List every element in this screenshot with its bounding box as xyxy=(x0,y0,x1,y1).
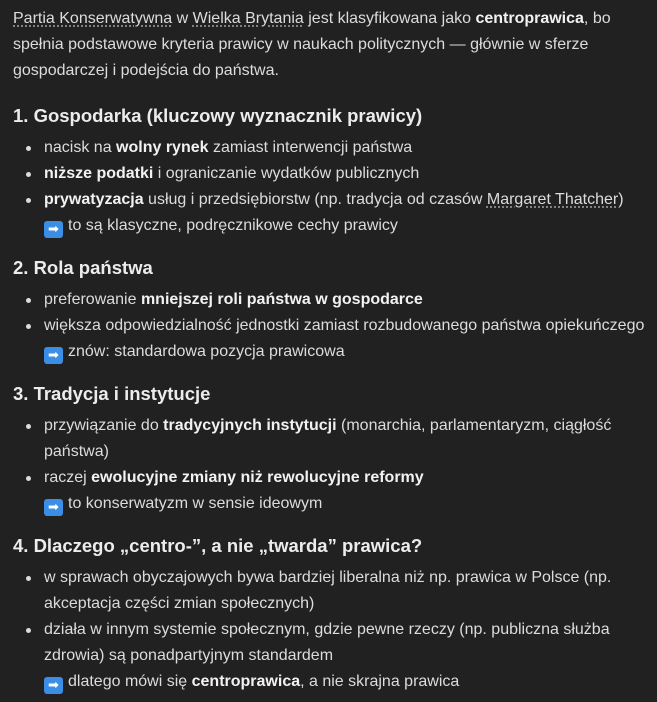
item-text: zamiast interwencji państwa xyxy=(208,139,413,156)
right-arrow-icon: ➡ xyxy=(44,677,63,694)
link-margaret-thatcher[interactable]: Margaret Thatcher xyxy=(486,191,619,208)
list-item xyxy=(44,413,653,465)
item-bold: tradycyjnych instytucji xyxy=(163,417,337,434)
intro-text-3: , bo spełnia podstawowe kryteria prawicy w naukach politycznych — głównie w sferze gospodarczej i podejścia do państwa. xyxy=(13,10,611,79)
section-list-rola-panstwa xyxy=(13,287,653,365)
section-heading-centro: 4. Dlaczego „centro-”, a nie „twarda” prawica? xyxy=(13,535,423,556)
conclusion-text: , a nie skrajna prawica xyxy=(300,673,460,690)
item-text: i ograniczanie wydatków publicznych xyxy=(153,165,420,182)
item-text: (monarchia, parlamentaryzm, ciągłość państwa) xyxy=(44,417,612,460)
list-item xyxy=(44,287,653,313)
section-heading-gospodarka: 1. Gospodarka (kluczowy wyznacznik prawicy) xyxy=(13,105,423,126)
conclusion-text: dlatego mówi się xyxy=(68,673,192,690)
list-item xyxy=(44,187,653,239)
conclusion-text: znów: standardowa pozycja prawicowa xyxy=(68,343,345,360)
item-bold: niższe podatki xyxy=(44,165,154,182)
intro-paragraph xyxy=(13,6,653,84)
conclusion-line xyxy=(44,491,653,517)
conclusion-text: to są klasyczne, podręcznikowe cechy prawicy xyxy=(68,217,398,234)
item-bold: wolny rynek xyxy=(116,139,209,156)
item-bold: mniejszej roli państwa w gospodarce xyxy=(140,291,423,308)
list-item xyxy=(44,465,653,517)
intro-bold-centroprawica: centroprawica xyxy=(475,10,584,27)
item-bold: prywatyzacja xyxy=(44,191,144,208)
item-text: przywiązanie do xyxy=(44,417,164,434)
link-wielka-brytania[interactable]: Wielka Brytania xyxy=(192,10,304,27)
list-item xyxy=(44,565,653,617)
item-text: preferowanie xyxy=(44,291,141,308)
item-text: działa w innym systemie społecznym, gdzie pewne rzeczy (np. publiczna służba zdrowia) są ponadpartyjnym standardem xyxy=(44,621,610,664)
item-bold: ewolucyjne zmiany niż rewolucyjne reformy xyxy=(91,469,424,486)
list-item xyxy=(44,161,653,187)
intro-text-2: jest klasyfikowana jako xyxy=(303,10,476,27)
section-list-gospodarka xyxy=(13,135,653,239)
item-text: usług i przedsiębiorstw (np. tradycja od czasów xyxy=(143,191,487,208)
conclusion-line xyxy=(44,669,653,695)
section-heading-tradycja: 3. Tradycja i instytucje xyxy=(13,383,211,404)
section-list-tradycja xyxy=(13,413,653,517)
list-item xyxy=(44,313,653,365)
item-text: raczej xyxy=(44,469,92,486)
right-arrow-icon: ➡ xyxy=(44,347,63,364)
conclusion-text: to konserwatyzm w sensie ideowym xyxy=(68,495,323,512)
list-item xyxy=(44,135,653,161)
conclusion-bold: centroprawica xyxy=(191,673,301,690)
intro-text-1: w xyxy=(172,10,193,27)
item-text: większa odpowiedzialność jednostki zamiast rozbudowanego państwa opiekuńczego xyxy=(44,317,645,334)
right-arrow-icon: ➡ xyxy=(44,499,63,516)
item-text: ) xyxy=(618,191,624,208)
section-list-centro xyxy=(13,565,653,695)
right-arrow-icon: ➡ xyxy=(44,221,63,238)
section-heading-rola-panstwa: 2. Rola państwa xyxy=(13,257,153,278)
list-item xyxy=(44,617,653,695)
item-text: nacisk na xyxy=(44,139,117,156)
conclusion-line xyxy=(44,213,653,239)
link-partia-konserwatywna[interactable]: Partia Konserwatywna xyxy=(13,10,173,27)
item-text: w sprawach obyczajowych bywa bardziej liberalna niż np. prawica w Polsce (np. akceptacja części zmian społecznych) xyxy=(44,569,612,612)
conclusion-line xyxy=(44,339,653,365)
